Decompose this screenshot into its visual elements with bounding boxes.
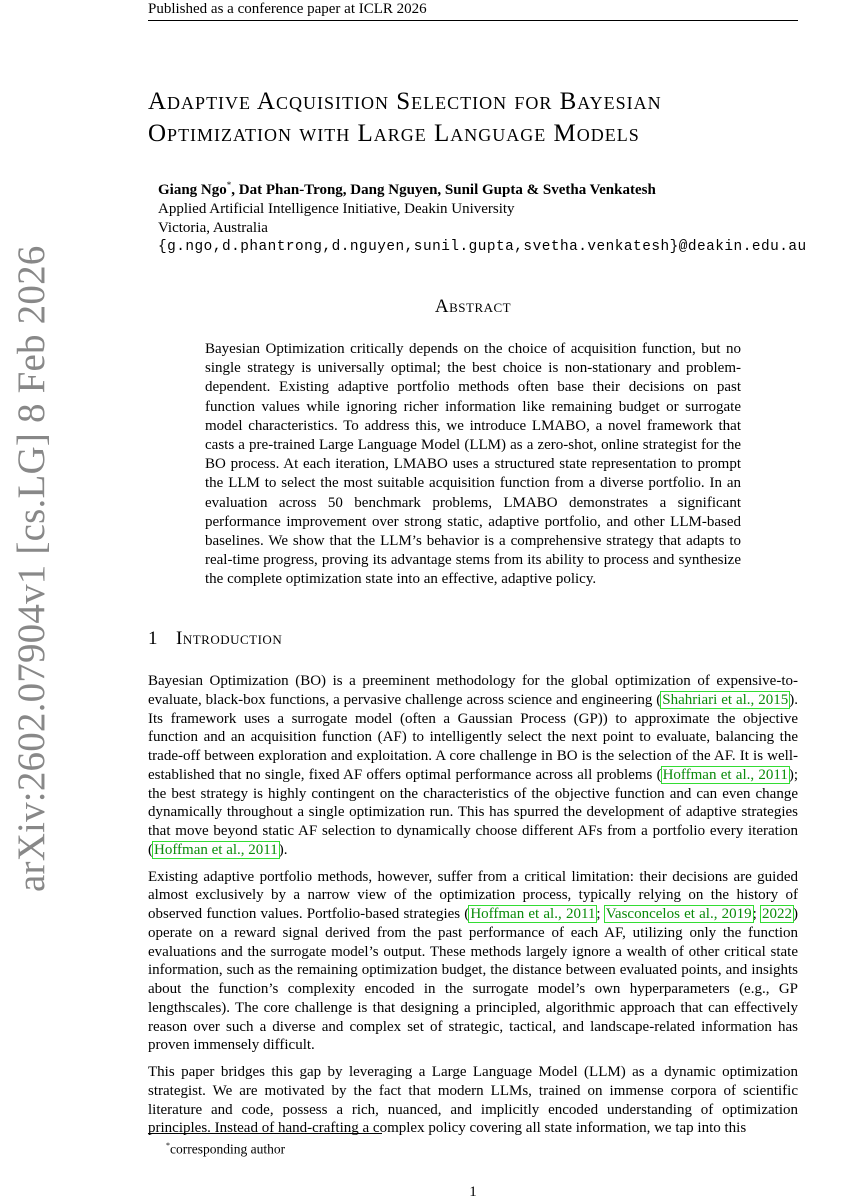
affiliation: Applied Artificial Intelligence Initiative, Deakin University bbox=[158, 201, 515, 217]
citation-link[interactable]: 2022 bbox=[762, 906, 793, 922]
author-names bbox=[158, 176, 838, 200]
citation-link[interactable]: Hoffman et al., 2011 bbox=[154, 841, 278, 858]
intro-paragraph-2: Existing adaptive portfolio methods, however, suffer from a critical limitation: their decisions are guided almost exclusively by a narrow view of the optimization process, typically relying on the history of observed function values. Portfolio-based strategies (Hoffman et al., 2011; Vasconcelos et al., 2019; 2022) operate on a reward signal derived from the past performance of each AF, utilizing only the function evaluations and the surrogate model’s output. These methods largely ignore a wealth of other critical state information, such as the remaining optimization budget, the distance between evaluated points, and insights about the function’s complexity encoded in the surrogate model’s own hyperparameters (e.g., GP lengthscales). The core challenge is that designing a principled, algorithmic approach that can effectively reason over such a diverse and complex set of strategic, tactical, and landscape-related information has proven immensely difficult. bbox=[148, 868, 799, 1054]
abstract-body: Bayesian Optimization critically depends on the choice of acquisition function, but no single strategy is universally optimal; the best choice is non-stationary and problem-dependent. Existing adaptive portfolio methods often base their decisions on past function values while ignoring richer information like remaining budget or surrogate model characteristics. To address this, we introduce LMABO, a novel framework that casts a pre-trained Large Language Model (LLM) as a zero-shot, online strategist for the BO process. At each iteration, LMABO uses a structured state representation to prompt the LLM to select the most suitable acquisition function from a diverse portfolio. In an evaluation across 50 benchmark problems, LMABO demonstrates a significant performance improvement over strong static, adaptive portfolio, and other LLM-based baselines. We show that the LLM’s behavior is a comprehensive strategy that adapts to real-time progress, proving its advantage stems from its ability to process and synthesize the complete optimization state into an effective, adaptive policy. bbox=[205, 341, 741, 588]
other-authors: , Dat Phan-Trong, Dang Nguyen, Sunil Gupta & Svetha Venkatesh bbox=[231, 182, 656, 198]
page-number: 1 bbox=[469, 1184, 477, 1200]
location: Victoria, Australia bbox=[158, 220, 268, 236]
introduction-body bbox=[148, 672, 798, 1146]
author-block bbox=[158, 176, 838, 257]
section-heading-introduction bbox=[148, 628, 798, 650]
citation-link[interactable]: Hoffman et al., 2011 bbox=[470, 906, 596, 922]
title-line-1: Adaptive Acquisition Selection for Bayesian bbox=[148, 88, 662, 115]
author-emails: {g.ngo,d.phantrong,d.nguyen,sunil.gupta,svetha.venkatesh}@deakin.edu.au bbox=[158, 239, 807, 255]
running-header: Published as a conference paper at ICLR 2026 bbox=[148, 0, 798, 21]
corresponding-author-mark[interactable]: * bbox=[226, 180, 232, 190]
first-author: Giang Ngo bbox=[158, 182, 227, 198]
arxiv-identifier-stamp[interactable]: arXiv:2602.07904v1 [cs.LG] 8 Feb 2026 bbox=[10, 245, 53, 892]
footnote-rule bbox=[148, 1133, 382, 1134]
section-title: Introduction bbox=[176, 628, 283, 649]
footnote-text: corresponding author bbox=[170, 1141, 286, 1157]
footnote bbox=[166, 1138, 766, 1158]
citation-link[interactable]: Vasconcelos et al., 2019 bbox=[605, 906, 752, 922]
paper-title bbox=[148, 86, 828, 150]
abstract-heading: Abstract bbox=[434, 296, 512, 317]
intro-paragraph-3: This paper bridges this gap by leveraging a Large Language Model (LLM) as a dynamic optimization strategist. We are motivated by the fact that modern LLMs, trained on immense corpora of scientific literature and code, possess a rich, nuanced, and implicitly encoded understanding of optimization principles. Instead of hand-crafting a complex policy covering all state information, we tap into this bbox=[148, 1064, 798, 1137]
section-number: 1 bbox=[148, 628, 158, 649]
intro-paragraph-1: Bayesian Optimization (BO) is a preeminent methodology for the global optimization of expensive-to-evaluate, black-box functions, a pervasive challenge across science and engineering (Shahriari et al., 2015). Its framework uses a surrogate model (often a Gaussian Process (GP)) to approximate the objective function and an acquisition function (AF) to intelligently select the next point to evaluate, balancing the trade-off between exploration and exploitation. A core challenge in BO is the selection of the AF. It is well-established that no single, fixed AF offers optimal performance across all problems (Hoffman et al., 2011); the best strategy is highly contingent on the characteristics of the objective function and can even change dynamically throughout a single optimization run. This has spurred the development of adaptive strategies that move beyond static AF selection to dynamically choose different AFs from a portfolio every iteration (Hoffman et al., 2011). bbox=[148, 673, 799, 858]
citation-link[interactable]: Hoffman et al., 2011 bbox=[662, 766, 788, 783]
title-line-2: Optimization with Large Language Models bbox=[148, 120, 640, 147]
footnote-mark: * bbox=[166, 1141, 170, 1150]
citation-link[interactable]: Shahriari et al., 2015 bbox=[662, 691, 789, 708]
